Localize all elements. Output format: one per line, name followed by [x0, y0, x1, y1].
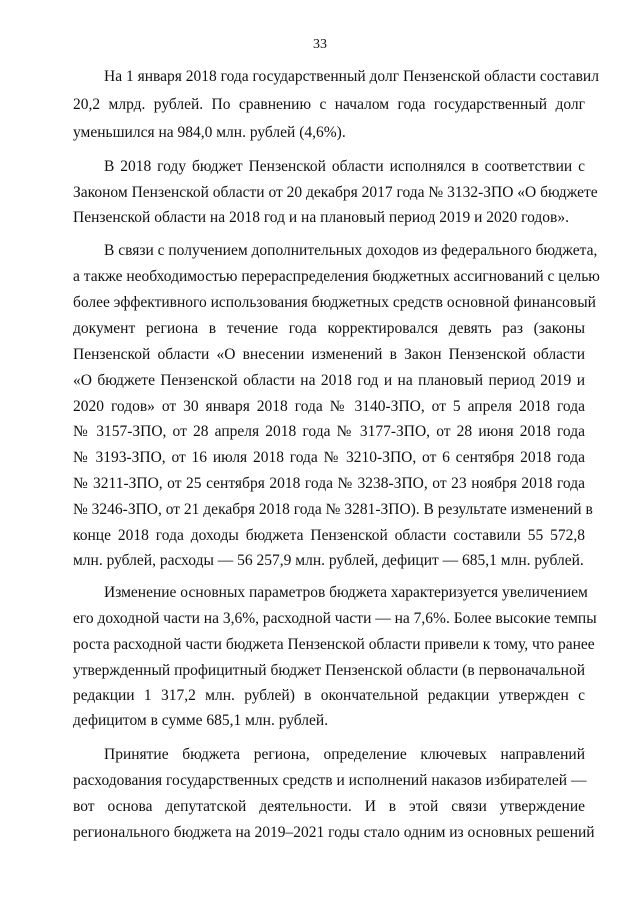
paragraph-line: более эффективного использования бюджетных средств основной финансовый [73, 294, 596, 311]
paragraph-line: расходования государственных средств и исполнений наказов избирателей — [73, 772, 587, 789]
paragraph-line: В 2018 году бюджет Пензенской области исполнялся в соответствии с [104, 158, 585, 175]
paragraph-line: Пензенской области «О внесении изменений в Закон Пензенской области [73, 346, 585, 363]
paragraph-line: 2020 годов» от 30 января 2018 года № 3140-ЗПО, от 5 апреля 2018 года [73, 398, 585, 415]
paragraph-line: Изменение основных параметров бюджета характеризуется увеличением [104, 584, 588, 601]
paragraph-line: 20,2 млрд. рублей. По сравнению с началом года государственный долг [73, 96, 585, 113]
paragraph-line: вот основа депутатской деятельности. И в этой связи утверждение [73, 798, 585, 815]
paragraph-line: Принятие бюджета региона, определение ключевых направлений [104, 746, 585, 763]
paragraph-line: № 3193-ЗПО, от 16 июля 2018 года № 3210-ЗПО, от 6 сентября 2018 года [73, 449, 585, 466]
paragraph-line: «О бюджете Пензенской области на 2018 год и на плановый период 2019 и [73, 372, 585, 389]
paragraph-line: Законом Пензенской области от 20 декабря 2017 года № 3132-ЗПО «О бюджете [73, 184, 598, 201]
paragraph-line: № 3157-ЗПО, от 28 апреля 2018 года № 3177-ЗПО, от 28 июня 2018 года [73, 423, 585, 440]
paragraph-line: утвержденный профицитный бюджет Пензенской области (в первоначальной [73, 662, 585, 679]
page-number: 33 [313, 37, 327, 52]
paragraph-line: роста расходной части бюджета Пензенской области привели к тому, что ранее [73, 636, 595, 653]
paragraph-line: уменьшился на 984,0 млн. рублей (4,6%). [73, 124, 346, 141]
paragraph-line: В связи с получением дополнительных доходов из федерального бюджета, [104, 242, 598, 259]
paragraph-line: документ региона в течение года корректировался девять раз (законы [73, 320, 585, 337]
paragraph-line: его доходной части на 3,6%, расходной части — на 7,6%. Более высокие темпы [73, 610, 597, 627]
paragraph-line: регионального бюджета на 2019–2021 годы стало одним из основных решений [73, 824, 595, 841]
paragraph-line: дефицитом в сумме 685,1 млн. рублей. [73, 712, 329, 729]
paragraph-line: Пензенской области на 2018 год и на плановый период 2019 и 2020 годов». [73, 209, 569, 226]
paragraph-line: конце 2018 года доходы бюджета Пензенской области составили 55 572,8 [73, 527, 585, 544]
paragraph-line: а также необходимостью перераспределения бюджетных ассигнований с целью [73, 268, 600, 285]
paragraph-line: млн. рублей, расходы — 56 257,9 млн. рублей, дефицит — 685,1 млн. рублей. [73, 552, 584, 569]
paragraph-line: № 3211-ЗПО, от 25 сентября 2018 года № 3238-ЗПО, от 23 ноября 2018 года [73, 475, 585, 492]
paragraph-line: На 1 января 2018 года государственный долг Пензенской области составил [104, 68, 599, 85]
paragraph-line: редакции 1 317,2 млн. рублей) в окончательной редакции утвержден с [73, 687, 585, 704]
paragraph-line: № 3246-ЗПО, от 21 декабря 2018 года № 3281-ЗПО). В результате изменений в [73, 501, 593, 518]
